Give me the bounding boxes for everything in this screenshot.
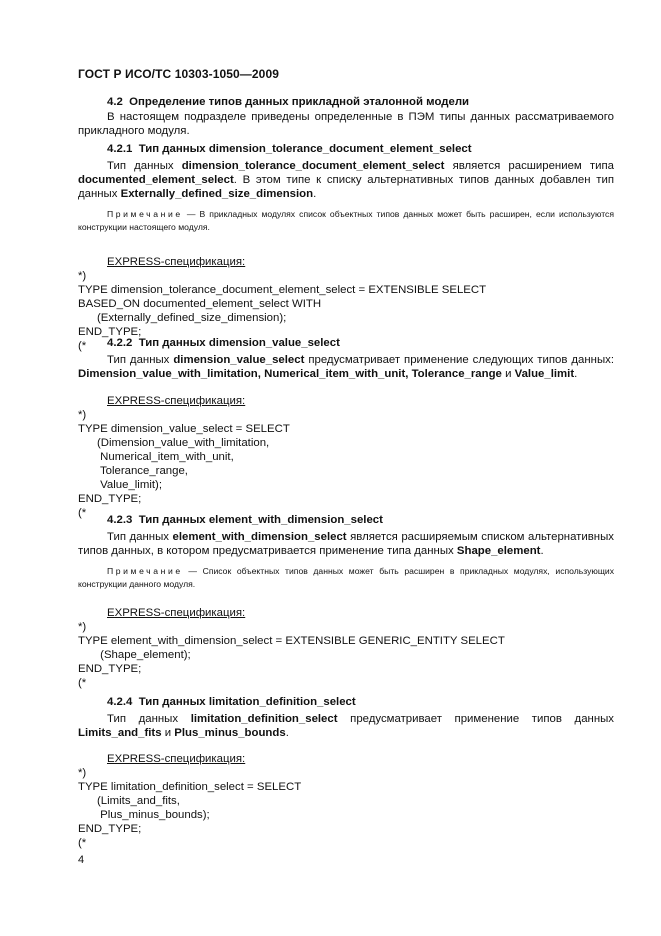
subsection-title-name: dimension_tolerance_document_element_select (208, 143, 472, 155)
express-spec-label: EXPRESS-спецификация: (107, 607, 246, 619)
text-run: Тип данных (107, 354, 170, 366)
code-line: (* (78, 340, 87, 352)
subsection-number: 4.2.2 (107, 337, 133, 349)
express-spec-label: EXPRESS-спецификация: (107, 753, 246, 765)
type-name: Plus_minus_bounds (174, 727, 286, 739)
text-run: предусматривает применение следующих типов данных: (308, 354, 614, 366)
text-run: является расширением типа (452, 160, 614, 172)
code-line: END_TYPE; (78, 663, 142, 675)
text-run: Тип данных (107, 531, 169, 543)
code-line: END_TYPE; (78, 493, 142, 505)
note-label: Примечание (107, 566, 183, 576)
code-line: *) (78, 409, 87, 421)
code-line: (* (78, 507, 87, 519)
type-name: Externally_defined_size_dimension (120, 188, 314, 200)
code-line: Tolerance_range, (78, 465, 188, 477)
text-run: . (574, 368, 578, 380)
code-line: Value_limit); (78, 479, 162, 491)
express-spec-label: EXPRESS-спецификация: (107, 395, 246, 407)
subsection-number: 4.2.1 (107, 143, 133, 155)
code-line: (Shape_element); (78, 649, 191, 661)
subsection-title (78, 695, 614, 709)
type-name: element_with_dimension_select (172, 531, 347, 543)
text-run: и (505, 368, 512, 380)
type-name: dimension_tolerance_document_element_select (181, 160, 445, 172)
subsection-title (78, 142, 614, 156)
subsection-title-prefix: Тип данных (138, 696, 206, 708)
page-number: 4 (78, 854, 85, 866)
code-line: TYPE limitation_definition_select = SELECT (78, 781, 302, 793)
text-run: является расширяемым списком альтернативных типов данных, в котором предусматривается применение типа данных (78, 531, 614, 557)
subsection-title-name: dimension_value_select (208, 337, 340, 349)
subsection-title-name: limitation_definition_select (208, 696, 356, 708)
subsection-paragraph (78, 530, 614, 558)
note (78, 565, 614, 590)
subsection-title (78, 513, 614, 527)
code-line: (* (78, 677, 87, 689)
text-run: . (540, 545, 544, 557)
code-line: (Dimension_value_with_limitation, (78, 437, 270, 449)
subsection-title (78, 336, 614, 350)
section-4-2 (78, 95, 614, 138)
code-line: (Externally_defined_size_dimension); (78, 312, 287, 324)
standard-designation: ГОСТ Р ИСО/ТС 10303-1050—2009 (78, 67, 279, 81)
code-line: TYPE dimension_value_select = SELECT (78, 423, 290, 435)
code-line: *) (78, 767, 87, 779)
section-title: 4.2 Определение типов данных прикладной эталонной модели (107, 96, 470, 108)
express-spec-label: EXPRESS-спецификация: (107, 256, 246, 268)
subsection-paragraph (78, 353, 614, 381)
subsection-number: 4.2.3 (107, 514, 133, 526)
text-run: . (313, 188, 317, 200)
subsection-title-prefix: Тип данных (138, 337, 206, 349)
express-code (78, 620, 614, 690)
section-intro: В настоящем подразделе приведены определенные в ПЭМ типы данных рассматриваемого прикладного модуля. (78, 111, 614, 137)
note-text: — В прикладных модулях список объектных типов данных может быть расширен, если используются конструкции настоящего модуля. (78, 209, 614, 232)
code-line: (Limits_and_fits, (78, 795, 180, 807)
code-line: BASED_ON documented_element_select WITH (78, 298, 322, 310)
type-name: Value_limit (514, 368, 575, 380)
express-code (78, 766, 614, 850)
subsection-title-prefix: Тип данных (138, 514, 206, 526)
type-name: documented_element_select (78, 174, 234, 186)
code-line: END_TYPE; (78, 326, 142, 338)
express-code (78, 408, 614, 520)
subsection-number: 4.2.4 (107, 696, 133, 708)
section-4-2-3 (78, 513, 614, 690)
code-line: Numerical_item_with_unit, (78, 451, 234, 463)
note-text: — Список объектных типов данных может быть расширен в прикладных модулях, использующих конструкции данного модуля. (78, 566, 614, 589)
text-run: Тип данных (107, 713, 179, 725)
subsection-title-name: element_with_dimension_select (208, 514, 383, 526)
code-line: (* (78, 837, 87, 849)
type-name: Limits_and_fits (78, 727, 162, 739)
type-name: limitation_definition_select (190, 713, 338, 725)
type-name: Dimension_value_with_limitation, Numerical_item_with_unit, Tolerance_range (78, 368, 502, 380)
section-4-2-4 (78, 695, 614, 850)
code-line: *) (78, 270, 87, 282)
section-4-2-2 (78, 336, 614, 520)
text-run: Тип данных (107, 160, 174, 172)
code-line: END_TYPE; (78, 823, 142, 835)
code-line: TYPE dimension_tolerance_document_element_select = EXTENSIBLE SELECT (78, 284, 487, 296)
section-4-2-1 (78, 142, 614, 353)
code-line: TYPE element_with_dimension_select = EXTENSIBLE GENERIC_ENTITY SELECT (78, 635, 505, 647)
text-run: . В этом типе к списку альтернативных типов данных добавлен тип данных (78, 174, 614, 200)
type-name: Shape_element (456, 545, 541, 557)
text-run: и (164, 727, 172, 739)
type-name: dimension_value_select (173, 354, 305, 366)
subsection-paragraph (78, 159, 614, 201)
text-run: предусматривает применение типов данных (350, 713, 614, 725)
subsection-title-prefix: Тип данных (138, 143, 206, 155)
subsection-paragraph (78, 712, 614, 740)
note-label: Примечание (107, 209, 183, 219)
note (78, 208, 614, 233)
code-line: Plus_minus_bounds); (78, 809, 210, 821)
code-line: *) (78, 621, 87, 633)
text-run: . (285, 727, 289, 739)
